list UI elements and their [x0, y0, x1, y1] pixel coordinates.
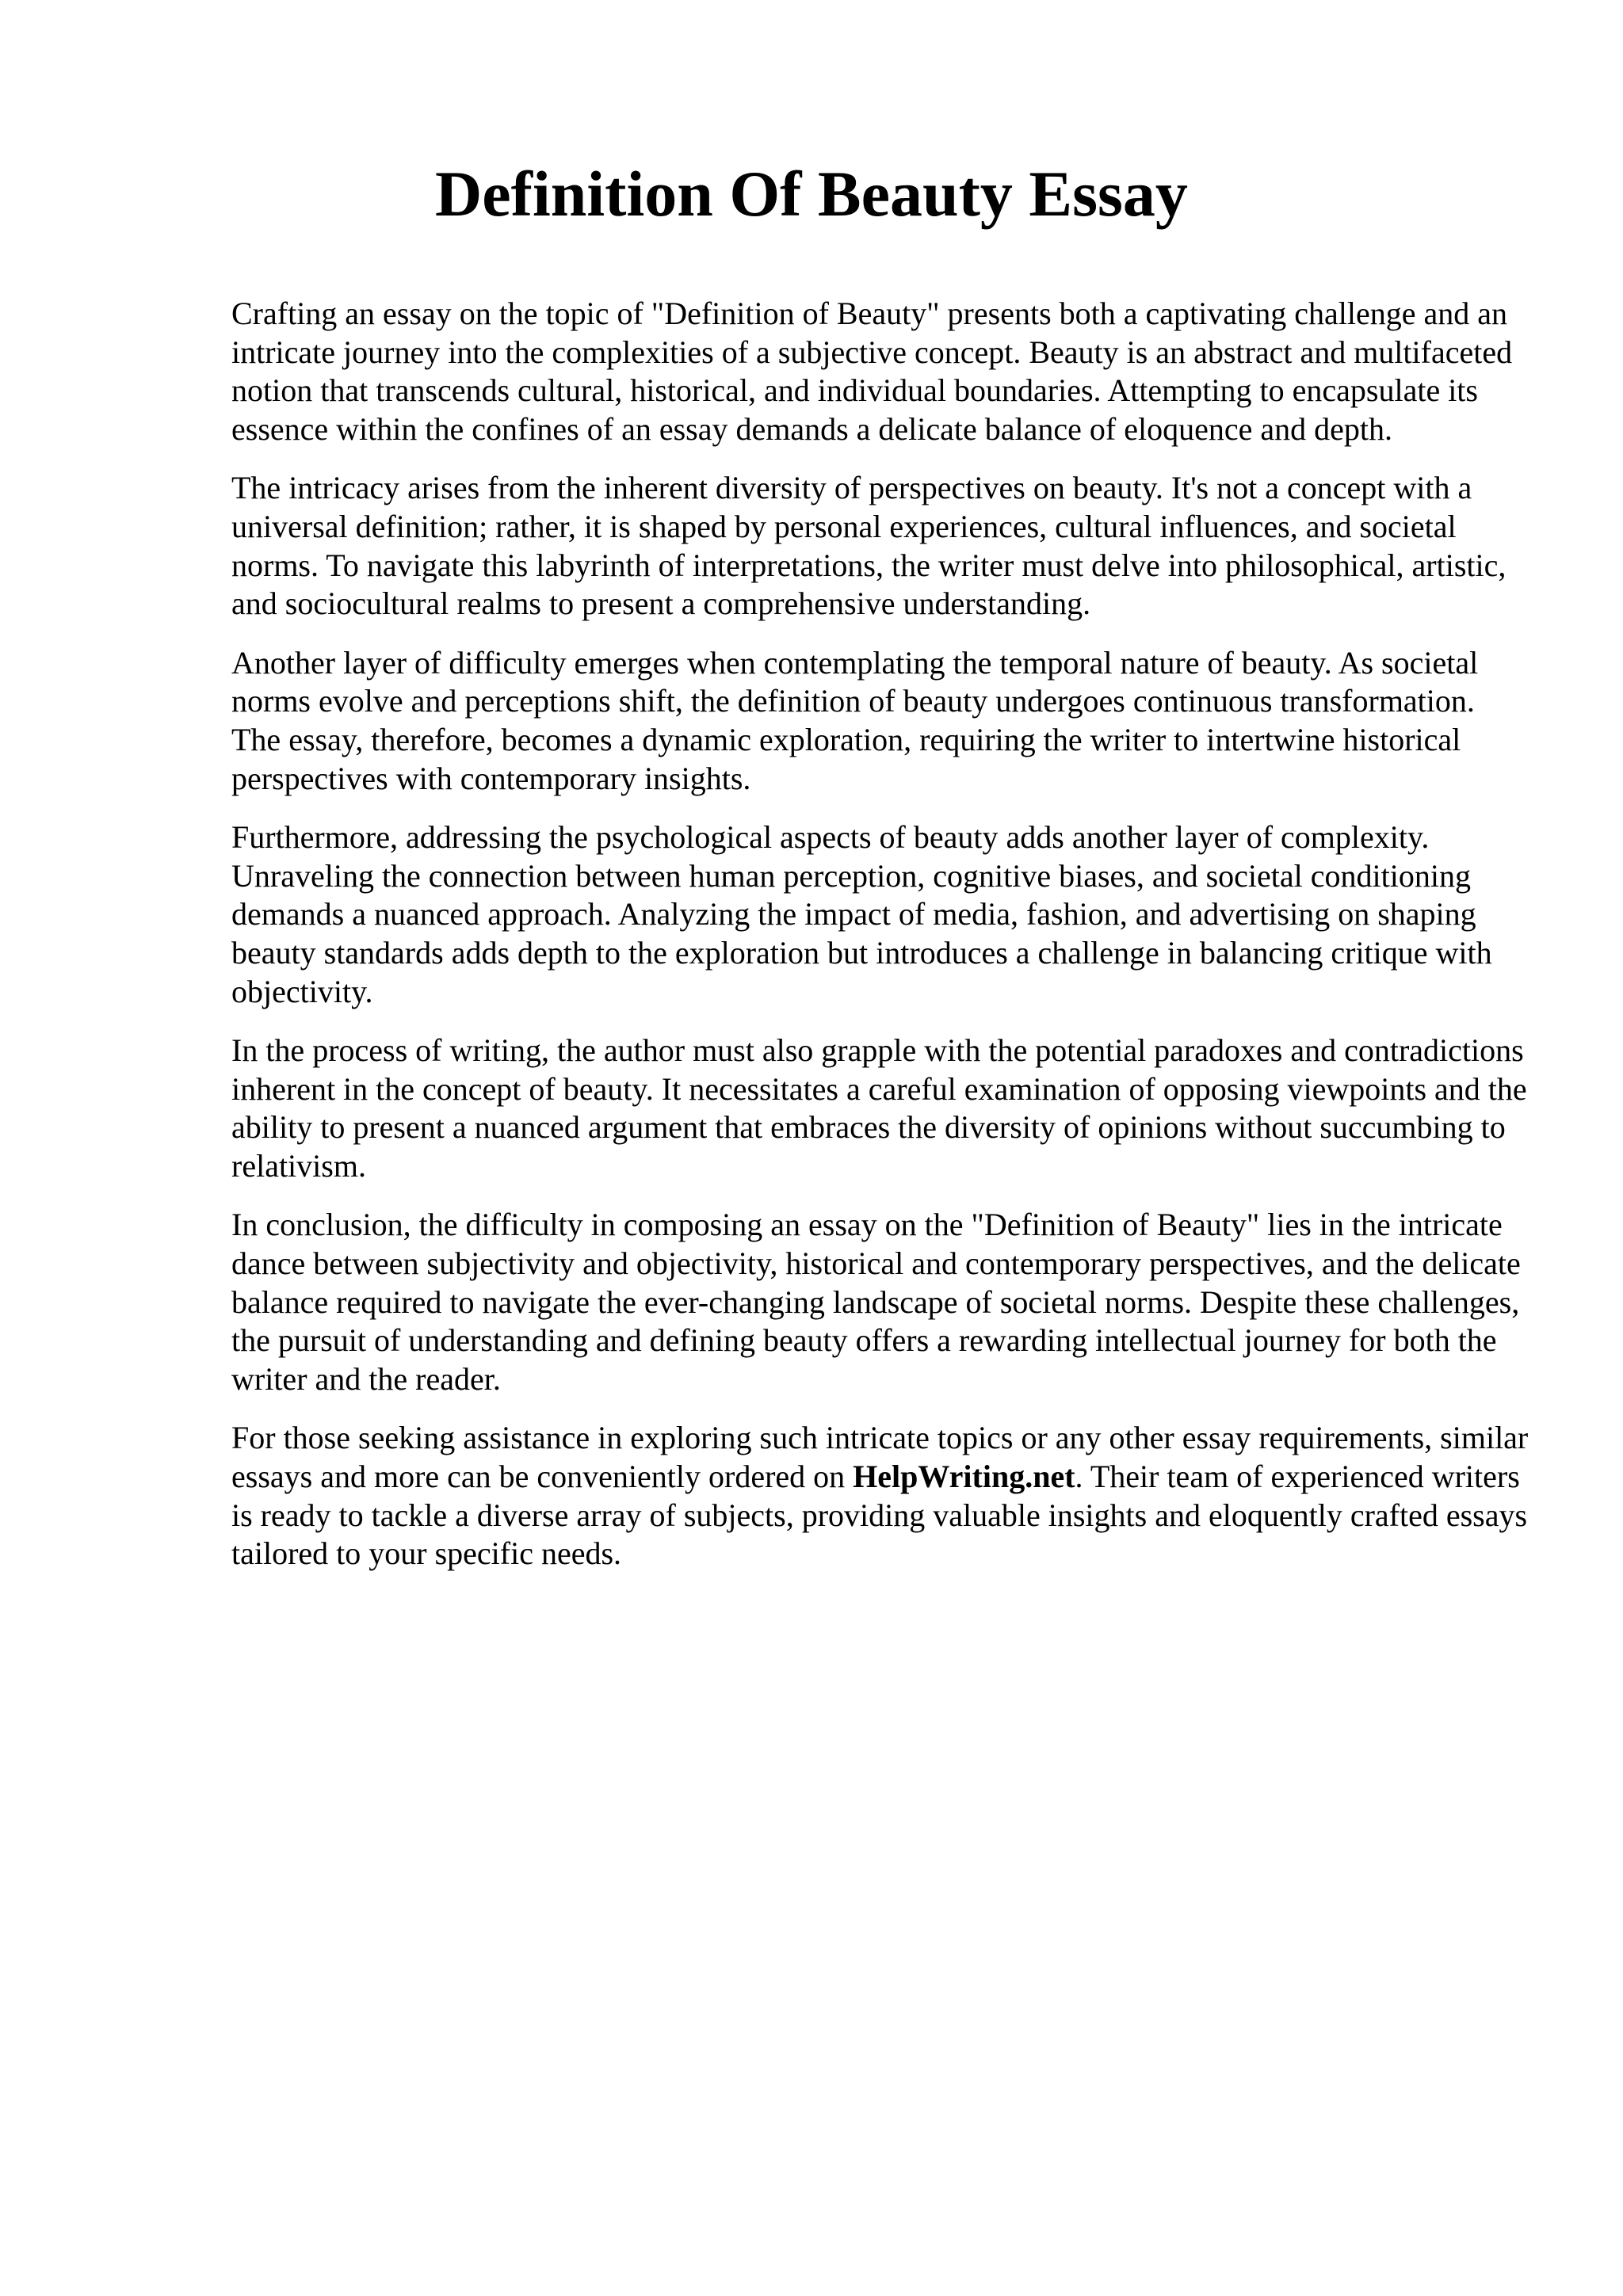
closing-text-after: . Their team of experienced writers is ready to tackle a diverse array of subjects, providing valuable insights and eloquently crafted essays tailored to your specific needs. [231, 1459, 1528, 1572]
closing-text-before: For those seeking assistance in exploring such intricate topics or any other essay requirements, similar essays and more can be conveniently ordered on [231, 1420, 1529, 1495]
brand-name: HelpWriting.net [853, 1459, 1075, 1495]
paragraph-4: Furthermore, addressing the psychological aspects of beauty adds another layer of complexity. Unraveling the connection between human perception, cognitive biases, and societal conditioning demands a nuanced approach. Analyzing the impact of media, fashion, and advertising on shaping beauty standards adds depth to the exploration but introduces a challenge in balancing critique with objectivity. [231, 819, 1492, 1009]
essay-body [231, 295, 1531, 1594]
paragraph-3: Another layer of difficulty emerges when contemplating the temporal nature of beauty. As societal norms evolve and perceptions shift, the definition of beauty undergoes continuous transformation. The essay, therefore, becomes a dynamic exploration, requiring the writer to intertwine historical perspectives with contemporary insights. [231, 644, 1479, 796]
document-title: Definition Of Beauty Essay [435, 158, 1188, 230]
paragraph-1: Crafting an essay on the topic of "Definition of Beauty" presents both a captivating challenge and an intricate journey into the complexities of a subjective concept. Beauty is an abstract and multifaceted notion that transcends cultural, historical, and individual boundaries. Attempting to encapsulate its essence within the confines of an essay demands a delicate balance of eloquence and depth. [231, 296, 1513, 447]
paragraph-5: In the process of writing, the author must also grapple with the potential paradoxes and contradictions inherent in the concept of beauty. It necessitates a careful examination of opposing viewpoints and the ability to present a nuanced argument that embraces the diversity of opinions without succumbing to relativism. [231, 1032, 1527, 1184]
paragraph-6: In conclusion, the difficulty in composing an essay on the "Definition of Beauty" lies in the intricate dance between subjectivity and objectivity, historical and contemporary perspectives, and the delicate balance required to navigate the ever-changing landscape of societal norms. Despite these challenges, the pursuit of understanding and defining beauty offers a rewarding intellectual journey for both the writer and the reader. [231, 1207, 1521, 1397]
paragraph-2: The intricacy arises from the inherent diversity of perspectives on beauty. It's not a concept with a universal definition; rather, it is shaped by personal experiences, cultural influences, and societal norms. To navigate this labyrinth of interpretations, the writer must delve into philosophical, artistic, and sociocultural realms to present a comprehensive understanding. [231, 470, 1507, 622]
closing-paragraph [231, 1419, 1531, 1573]
